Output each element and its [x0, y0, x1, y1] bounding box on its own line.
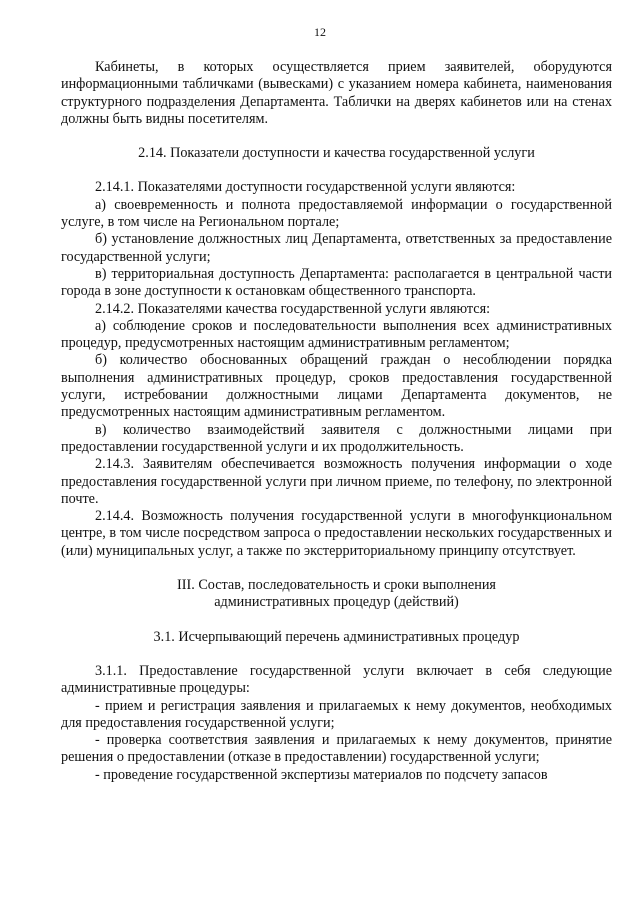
paragraph-2-14-2: 2.14.2. Показателями качества государственной услуги являются:: [95, 300, 491, 317]
paragraph-2-14-1-b: б) установление должностных лиц Департамента, ответственных за предоставление государственной услуги;: [61, 231, 612, 265]
paragraph-2-14-2-b: б) количество обоснованных обращений граждан о несоблюдении порядка выполнения административных процедур, сроков предоставления государственной услуги, истребовании должностными лицами Департамента документов, не предусмотренных настоящим административным регламентом.: [61, 352, 612, 421]
list-item-procedure-2: - проверка соответствия заявления и прилагаемых к нему документов, принятие решения о предоставлении (отказе в предоставлении) государственной услуги;: [61, 732, 612, 766]
list-item-procedure-3: - проведение государственной экспертизы материалов по подсчету запасов: [95, 766, 548, 783]
paragraph-2-14-1: 2.14.1. Показателями доступности государственной услуги являются:: [95, 179, 516, 196]
paragraph-cabinets: Кабинеты, в которых осуществляется прием заявителей, оборудуются информационными табличками (вывесками) с указанием номера кабинета, наименования структурного подразделения Департамента. Таблички на дверях кабинетов или на стенах должны быть видны посетителям.: [61, 59, 612, 127]
paragraph-2-14-1-a: а) своевременность и полнота предоставляемой информации о государственной услуге, в том числе на Региональном портале;: [61, 196, 612, 231]
page-number: 12: [314, 25, 326, 39]
list-item-procedure-1: - прием и регистрация заявления и прилагаемых к нему документов, необходимых для предоставления государственной услуги;: [61, 697, 612, 731]
section-heading-2-14: 2.14. Показатели доступности и качества государственной услуги: [138, 145, 535, 162]
paragraph-3-1-1: 3.1.1. Предоставление государственной услуги включает в себя следующие административные процедуры:: [61, 662, 612, 697]
chapter-heading-III-line-1: III. Состав, последовательность и сроки выполнения: [177, 577, 496, 594]
paragraph-2-14-3: 2.14.3. Заявителям обеспечивается возможность получения информации о ходе предоставления государственной услуги при личном приеме, по телефону, по электронной почте.: [61, 456, 612, 507]
paragraph-2-14-2-a: а) соблюдение сроков и последовательности выполнения всех административных процедур, предусмотренных настоящим административным регламентом;: [61, 317, 612, 352]
chapter-heading-III-line-2: административных процедур (действий): [214, 594, 459, 611]
paragraph-2-14-1-v: в) территориальная доступность Департамента: располагается в центральной части города в зоне доступности к остановкам общественного транспорта.: [61, 265, 612, 300]
document-body: [61, 59, 612, 784]
paragraph-2-14-2-v: в) количество взаимодействий заявителя с должностными лицами при предоставлении государственной услуги и их продолжительность.: [61, 421, 612, 455]
section-heading-3-1: 3.1. Исчерпывающий перечень административных процедур: [153, 628, 520, 645]
paragraph-2-14-4: 2.14.4. Возможность получения государственной услуги в многофункциональном центре, в том числе посредством запроса о предоставлении нескольких государственных и (или) муниципальных услуг, а также по экстерриториальному принципу отсутствует.: [61, 508, 612, 559]
